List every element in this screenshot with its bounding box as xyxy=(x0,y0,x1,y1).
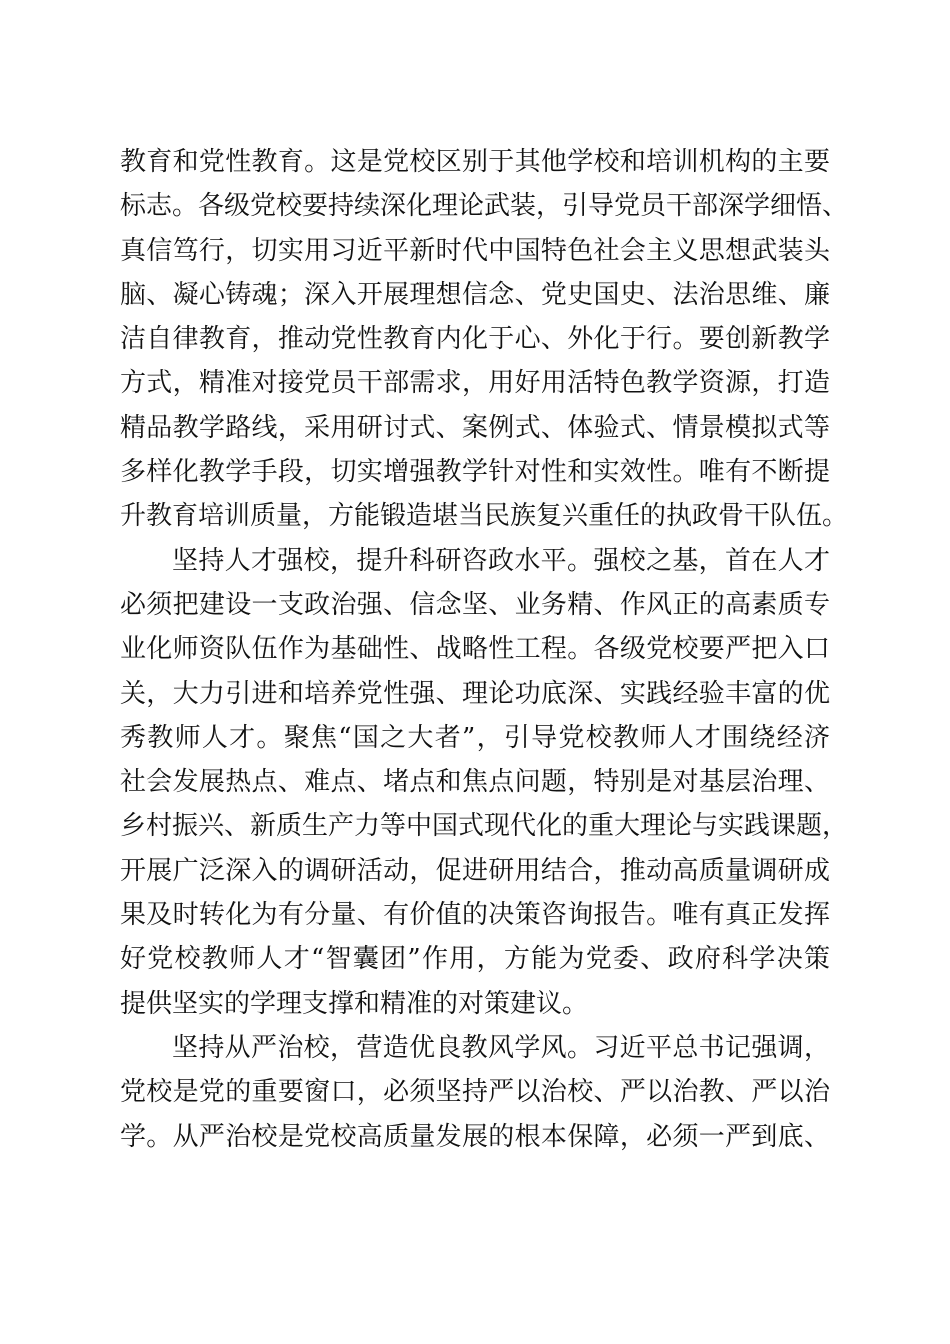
paragraph-first-line: 坚持人才强校，提升科研咨政水平。强校之基，首在人才 xyxy=(172,545,830,576)
text-line: 必须把建设一支政治强、信念坚、业务精、作风正的高素质专 xyxy=(120,589,830,620)
text-line: 社会发展热点、难点、堵点和焦点问题，特别是对基层治理、 xyxy=(120,767,830,798)
text-line: 方式，精准对接党员干部需求，用好用活特色教学资源，打造 xyxy=(120,368,830,399)
paragraph-first-line: 坚持从严治校，营造优良教风学风。习近平总书记强调， xyxy=(172,1032,830,1063)
text-line: 业化师资队伍作为基础性、战略性工程。各级党校要严把入口 xyxy=(120,634,830,665)
text-line: 升教育培训质量，方能锻造堪当民族复兴重任的执政骨干队伍。 xyxy=(120,501,849,532)
text-line: 开展广泛深入的调研活动，促进研用结合，推动高质量调研成 xyxy=(120,855,830,886)
document-body xyxy=(120,140,849,1159)
text-line: 脑、凝心铸魂；深入开展理想信念、党史国史、法治思维、廉 xyxy=(120,279,830,310)
text-line: 关，大力引进和培养党性强、理论功底深、实践经验丰富的优 xyxy=(120,678,830,709)
text-line: 学。从严治校是党校高质量发展的根本保障，必须一严到底、 xyxy=(120,1121,830,1152)
text-line: 标志。各级党校要持续深化理论武装，引导党员干部深学细悟、 xyxy=(120,191,849,222)
text-line: 精品教学路线，采用研讨式、案例式、体验式、情景模拟式等 xyxy=(120,412,830,443)
text-line: 提供坚实的学理支撑和精准的对策建议。 xyxy=(120,988,589,1019)
text-line: 乡村振兴、新质生产力等中国式现代化的重大理论与实践课题， xyxy=(120,811,849,842)
text-line: 果及时转化为有分量、有价值的决策咨询报告。唯有真正发挥 xyxy=(120,900,830,931)
text-line: 党校是党的重要窗口，必须坚持严以治校、严以治教、严以治 xyxy=(120,1077,830,1108)
text-line: 多样化教学手段，切实增强教学针对性和实效性。唯有不断提 xyxy=(120,457,830,488)
text-line: 好党校教师人才“智囊团”作用，方能为党委、政府科学决策 xyxy=(120,944,830,975)
text-line: 真信笃行，切实用习近平新时代中国特色社会主义思想武装头 xyxy=(120,235,830,266)
text-line: 洁自律教育，推动党性教育内化于心、外化于行。要创新教学 xyxy=(120,324,830,355)
text-line: 教育和党性教育。这是党校区别于其他学校和培训机构的主要 xyxy=(120,147,830,177)
text-line: 秀教师人才。聚焦“国之大者”，引导党校教师人才围绕经济 xyxy=(120,722,830,753)
